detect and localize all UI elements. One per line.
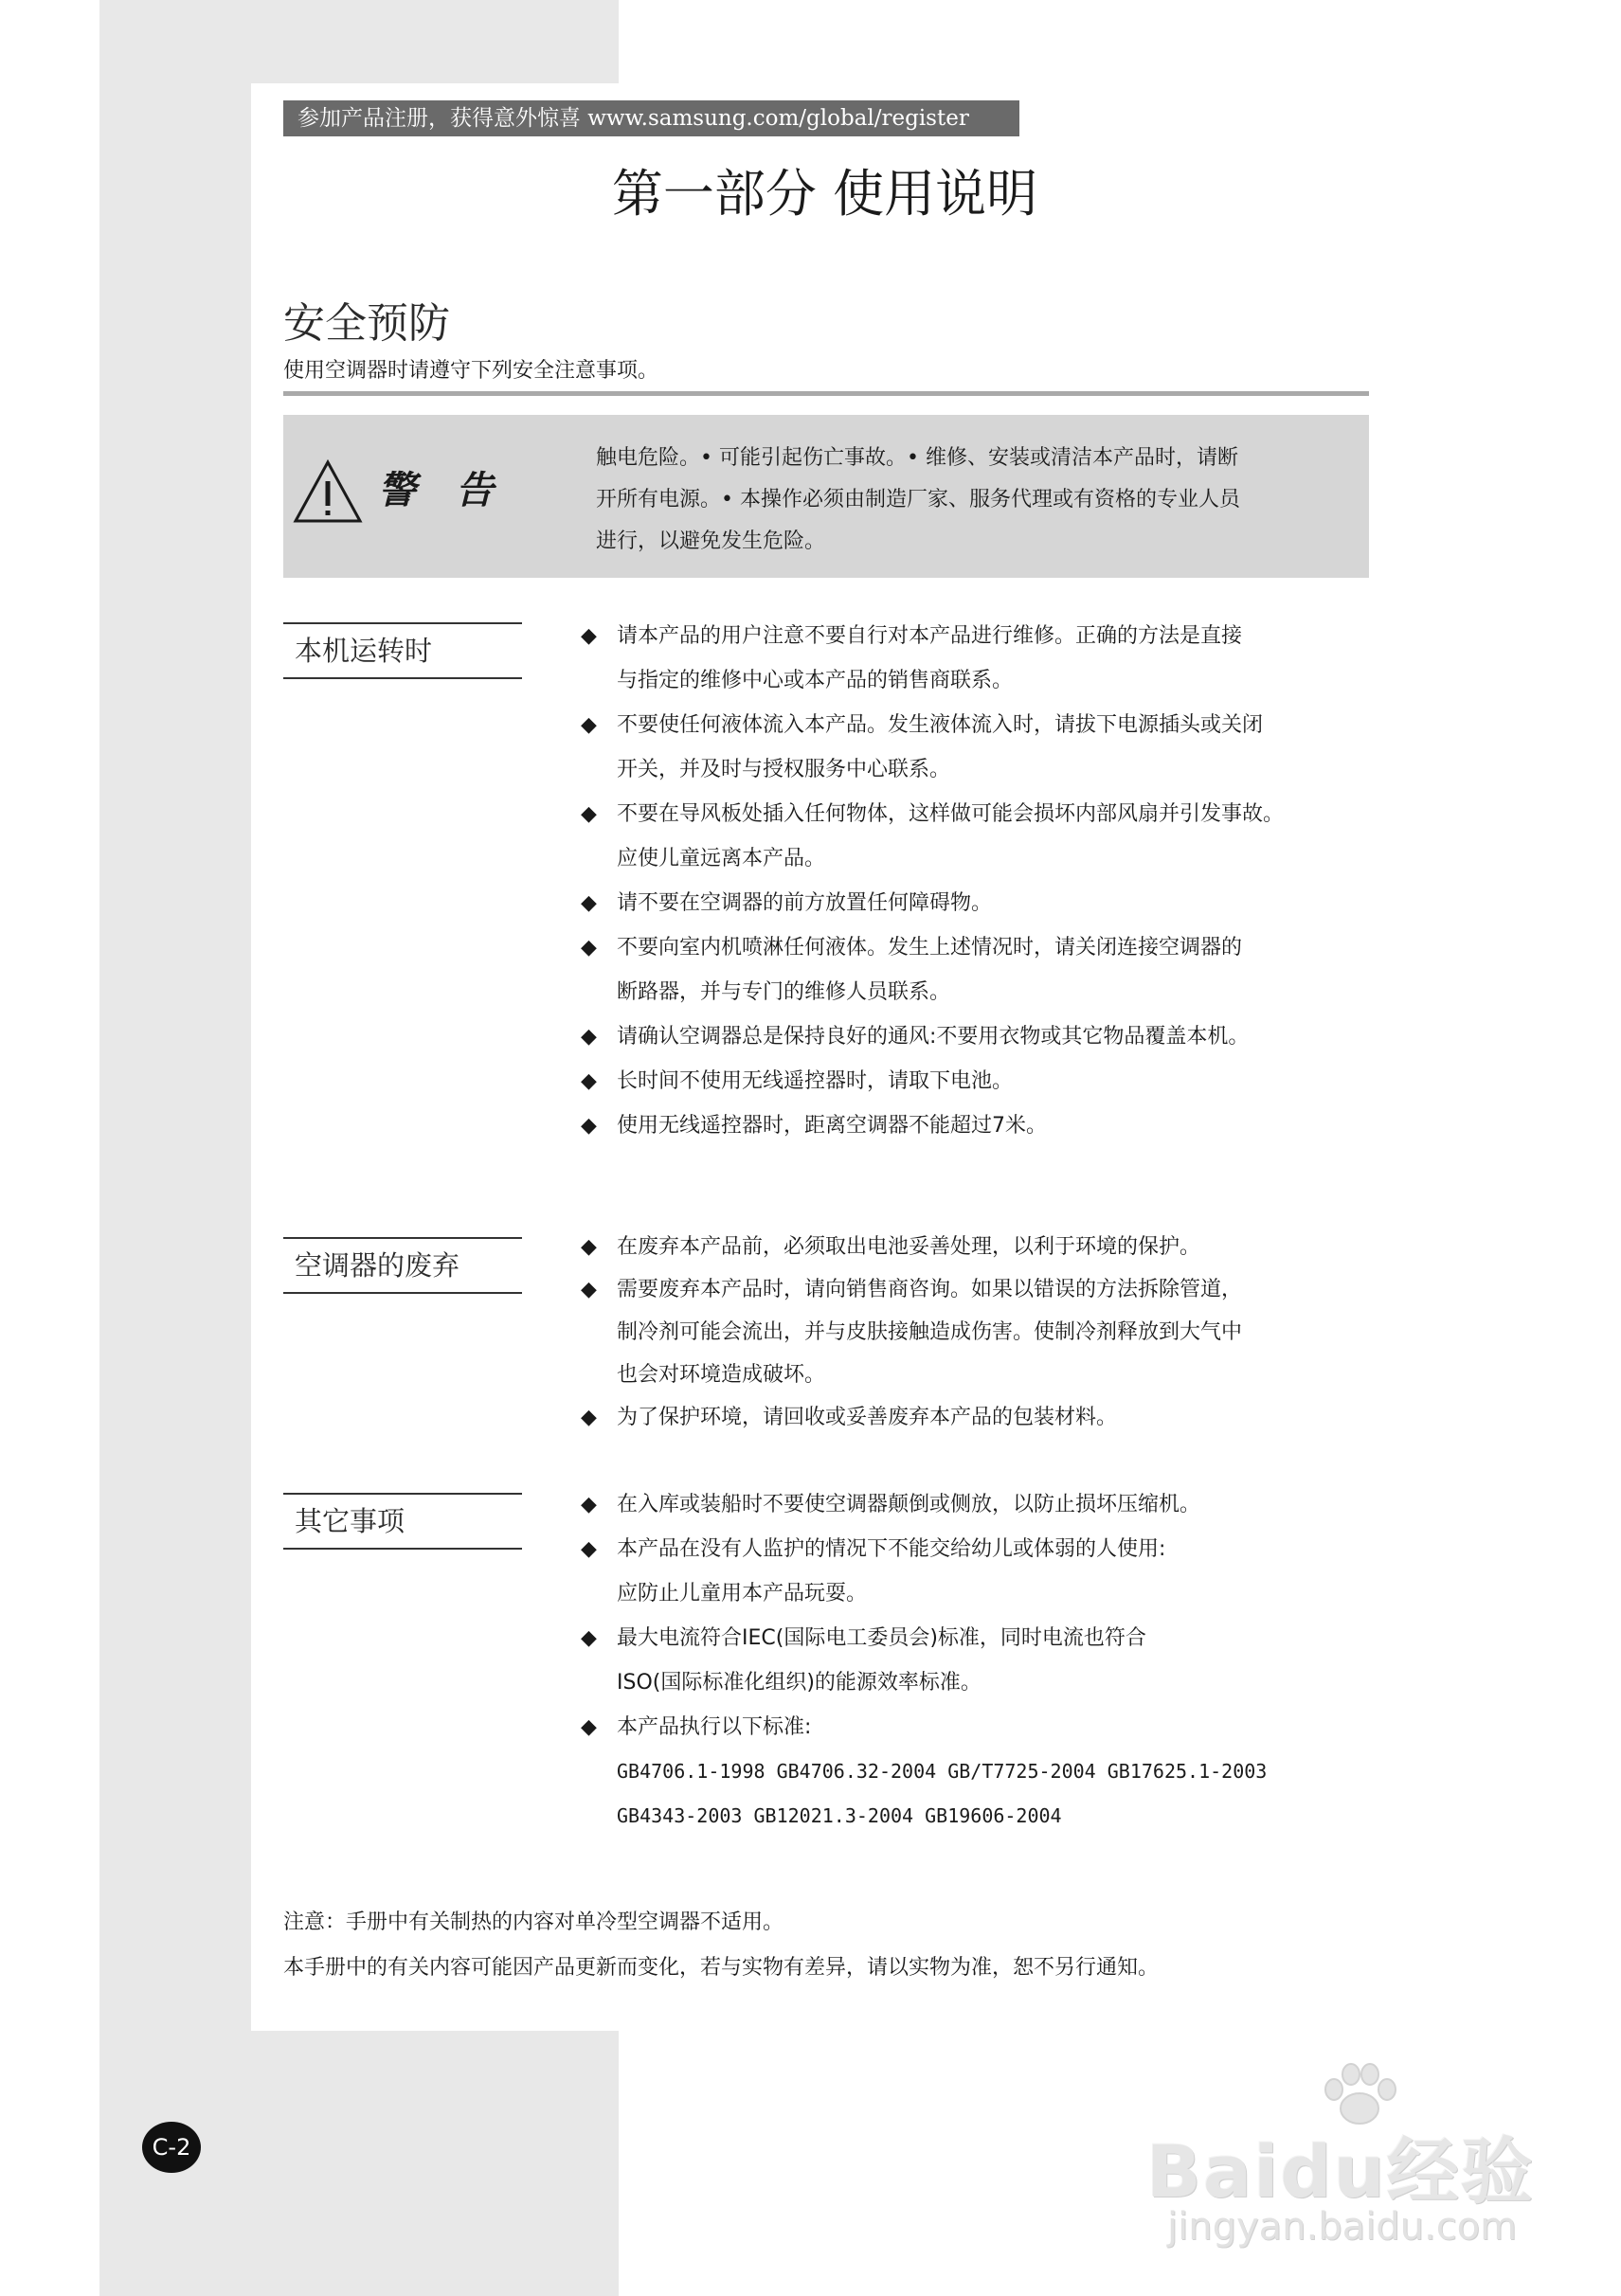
diamond-bullet-icon: ◆ [581, 1278, 597, 1301]
list-item: ◆ 请确认空调器总是保持良好的通风:不要用衣物或其它物品覆盖本机。 [581, 1014, 1433, 1059]
list-item: ◆ 在入库或装船时不要使空调器颠倒或侧放，以防止损坏压缩机。 [581, 1482, 1433, 1527]
category-title-operation: 本机运转时 [283, 622, 522, 679]
other-list [581, 1482, 1433, 1839]
diamond-bullet-icon: ◆ [581, 624, 597, 648]
warning-label: 警 告 [378, 469, 507, 512]
section-subtitle: 使用空调器时请遵守下列安全注意事项。 [283, 359, 659, 383]
diamond-bullet-icon: ◆ [581, 1025, 597, 1049]
standards-line: GB4343-2003 GB12021.3-2004 GB19606-2004 [617, 1804, 1062, 1827]
list-item: ◆ 不要在导风板处插入任何物体，这样做可能会损坏内部风扇并引发事故。 应使儿童远离本产品。 [581, 792, 1433, 881]
list-item: ◆ 本产品在没有人监护的情况下不能交给幼儿或体弱的人使用: 应防止儿童用本产品玩耍。 [581, 1527, 1433, 1616]
list-item: ◆ 使用无线遥控器时，距离空调器不能超过7米。 [581, 1103, 1433, 1148]
note-disclaimer: 本手册中的有关内容可能因产品更新而变化，若与实物有差异，请以实物为准，恕不另行通知。 [283, 1956, 1160, 1980]
standards-line: GB4706.1-1998 GB4706.32-2004 GB/T7725-2004 GB17625.1-2003 [617, 1760, 1268, 1783]
list-item: ◆ 在废弃本产品前，必须取出电池妥善处理，以利于环境的保护。 [581, 1226, 1433, 1268]
section-title: 安全预防 [283, 299, 450, 348]
operation-list [581, 614, 1433, 1148]
category-title-disposal: 空调器的废弃 [283, 1237, 522, 1294]
diamond-bullet-icon: ◆ [581, 1626, 597, 1650]
list-item: ◆ 为了保护环境，请回收或妥善废弃本产品的包装材料。 [581, 1396, 1433, 1439]
list-item: ◆ 不要向室内机喷淋任何液体。发生上述情况时，请关闭连接空调器的 断路器，并与专门的维修人员联系。 [581, 925, 1433, 1014]
warning-triangle-icon [293, 458, 363, 525]
section-divider [283, 391, 1369, 396]
diamond-bullet-icon: ◆ [581, 1069, 597, 1093]
diamond-bullet-icon: ◆ [581, 1235, 597, 1259]
diamond-bullet-icon: ◆ [581, 802, 597, 826]
list-item: ◆ 需要废弃本产品时，请向销售商咨询。如果以错误的方法拆除管道， 制冷剂可能会流出，并与皮肤接触造成伤害。使制冷剂释放到大气中 也会对环境造成破坏。 [581, 1268, 1433, 1396]
list-item: ◆ 本产品执行以下标准: GB4706.1-1998 GB4706.32-2004 GB/T7725-2004 GB17625.1-2003 GB4343-2003 GB12021.3-2004 GB19606-2004 [581, 1705, 1433, 1839]
watermark-logo-text: Baidu经验 [1146, 2129, 1535, 2214]
watermark-url: jingyan.baidu.com [1167, 2205, 1518, 2249]
warning-line: 进行，以避免发生危险。 [596, 529, 826, 553]
list-item: ◆ 长时间不使用无线遥控器时，请取下电池。 [581, 1059, 1433, 1103]
diamond-bullet-icon: ◆ [581, 891, 597, 915]
warning-line: 开所有电源。• 本操作必须由制造厂家、服务代理或有资格的专业人员 [596, 488, 1240, 511]
list-item: ◆ 请本产品的用户注意不要自行对本产品进行维修。正确的方法是直接 与指定的维修中心或本产品的销售商联系。 [581, 614, 1433, 703]
list-item: ◆ 请不要在空调器的前方放置任何障碍物。 [581, 881, 1433, 925]
list-item: ◆ 不要使任何液体流入本产品。发生液体流入时，请拔下电源插头或关闭 开关，并及时与授权服务中心联系。 [581, 703, 1433, 792]
baidu-watermark [1146, 2061, 1554, 2251]
diamond-bullet-icon: ◆ [581, 936, 597, 960]
diamond-bullet-icon: ◆ [581, 713, 597, 737]
diamond-bullet-icon: ◆ [581, 1114, 597, 1138]
page-number: C-2 [142, 2122, 201, 2173]
warning-line: 触电危险。• 可能引起伤亡事故。• 维修、安装或清洁本产品时，请断 [596, 446, 1238, 470]
note-heating: 注意：手册中有关制热的内容对单冷型空调器不适用。 [283, 1910, 784, 1934]
diamond-bullet-icon: ◆ [581, 1493, 597, 1516]
diamond-bullet-icon: ◆ [581, 1406, 597, 1429]
disposal-list [581, 1226, 1433, 1439]
list-item: ◆ 最大电流符合IEC(国际电工委员会)标准，同时电流也符合 ISO(国际标准化组织)的能源效率标准。 [581, 1616, 1433, 1705]
category-title-other: 其它事项 [283, 1493, 522, 1550]
part-title: 第一部分 使用说明 [611, 164, 1038, 224]
warning-text [596, 438, 1344, 563]
diamond-bullet-icon: ◆ [581, 1715, 597, 1739]
warning-box [283, 415, 1369, 578]
registration-banner[interactable]: 参加产品注册，获得意外惊喜 www.samsung.com/global/register [283, 100, 1019, 136]
diamond-bullet-icon: ◆ [581, 1537, 597, 1561]
